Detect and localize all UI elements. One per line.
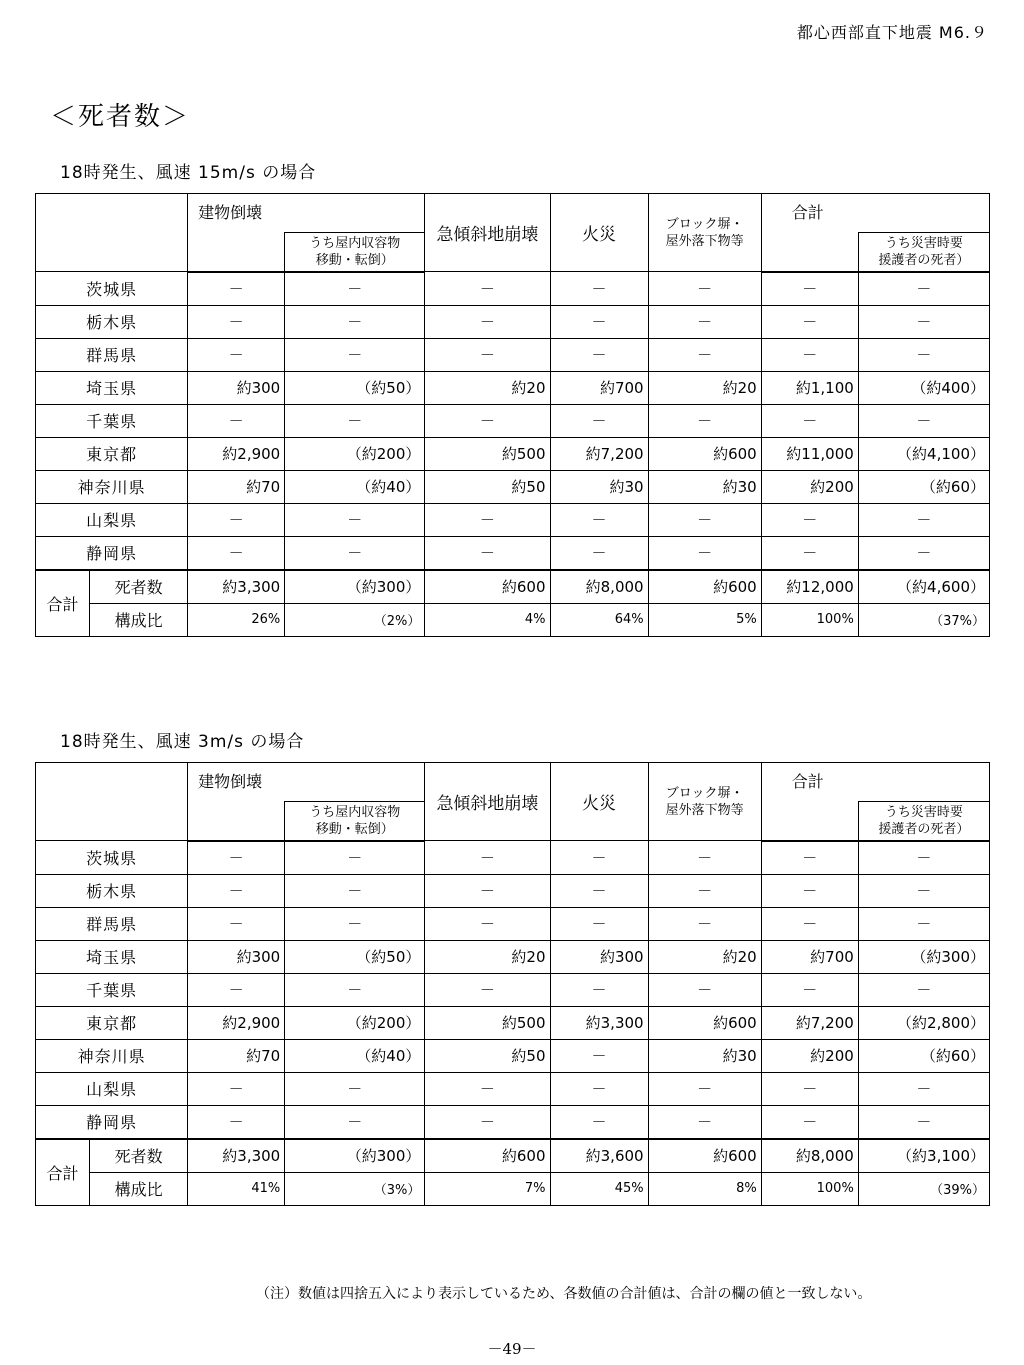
- header-row: [36, 194, 990, 233]
- value-cell: －: [648, 404, 761, 437]
- sum-label: 合計: [36, 1139, 90, 1206]
- value-cell: －: [648, 907, 761, 940]
- value-cell: －: [761, 536, 858, 570]
- ratio-cell: （3%）: [285, 1172, 425, 1205]
- scenario-title: 都心西部直下地震 M6.９: [796, 23, 988, 42]
- col-building-sub: [285, 232, 425, 272]
- table-row: [36, 1072, 990, 1105]
- value-cell: －: [285, 1105, 425, 1139]
- value-cell: －: [188, 536, 285, 570]
- sum-deaths-row: [36, 570, 990, 604]
- prefecture-name: 埼玉県: [36, 371, 188, 404]
- value-cell: －: [858, 907, 989, 940]
- value-cell: －: [761, 272, 858, 306]
- deaths-cell: 約8,000: [550, 570, 648, 604]
- deaths-cell: 約600: [648, 1139, 761, 1173]
- value-cell: －: [648, 305, 761, 338]
- value-cell: －: [188, 404, 285, 437]
- table-row: [36, 940, 990, 973]
- col-fire: 火災: [550, 194, 648, 272]
- prefecture-name: 静岡県: [36, 536, 188, 570]
- prefecture-name: 神奈川県: [36, 1039, 188, 1072]
- value-cell: －: [761, 841, 858, 875]
- ratio-cell: 8%: [648, 1172, 761, 1205]
- value-cell: －: [761, 973, 858, 1006]
- value-cell: 約70: [188, 470, 285, 503]
- value-cell: －: [761, 907, 858, 940]
- value-cell: 約20: [648, 371, 761, 404]
- deaths-table-15ms: [35, 193, 990, 637]
- value-cell: －: [550, 973, 648, 1006]
- sum-ratio-row: [36, 603, 990, 636]
- ratio-cell: 100%: [761, 603, 858, 636]
- value-cell: －: [858, 338, 989, 371]
- value-cell: －: [550, 1039, 648, 1072]
- value-cell: －: [550, 907, 648, 940]
- deaths-label: 死者数: [90, 1139, 188, 1173]
- value-cell: －: [425, 874, 550, 907]
- value-cell: 約30: [648, 470, 761, 503]
- table-row: [36, 371, 990, 404]
- value-cell: －: [761, 338, 858, 371]
- prefecture-name: 茨城県: [36, 272, 188, 306]
- value-cell: －: [550, 338, 648, 371]
- table-row: [36, 1105, 990, 1139]
- deaths-cell: （約3,100）: [858, 1139, 989, 1173]
- table-row: [36, 470, 990, 503]
- value-cell: 約11,000: [761, 437, 858, 470]
- value-cell: －: [188, 503, 285, 536]
- value-cell: （約300）: [858, 940, 989, 973]
- table-row: [36, 272, 990, 306]
- ratio-cell: （2%）: [285, 603, 425, 636]
- header-corner: [36, 194, 188, 272]
- col-building-sub-line1: うち屋内収容物: [309, 804, 401, 820]
- value-cell: －: [550, 1072, 648, 1105]
- value-cell: －: [188, 973, 285, 1006]
- value-cell: 約50: [425, 470, 550, 503]
- value-cell: 約600: [648, 437, 761, 470]
- ratio-cell: （37%）: [858, 603, 989, 636]
- value-cell: －: [858, 536, 989, 570]
- col-building-sub-line2: 移動・転倒）: [315, 252, 394, 268]
- value-cell: －: [188, 1105, 285, 1139]
- deaths-cell: （約4,600）: [858, 570, 989, 604]
- table2-caption: 18時発生、風速 3m/s の場合: [60, 732, 305, 752]
- value-cell: （約40）: [285, 470, 425, 503]
- value-cell: －: [858, 272, 989, 306]
- ratio-cell: 100%: [761, 1172, 858, 1205]
- prefecture-name: 千葉県: [36, 973, 188, 1006]
- prefecture-name: 千葉県: [36, 404, 188, 437]
- value-cell: 約30: [550, 470, 648, 503]
- prefecture-name: 東京都: [36, 1006, 188, 1039]
- value-cell: －: [188, 907, 285, 940]
- value-cell: －: [285, 874, 425, 907]
- value-cell: －: [550, 536, 648, 570]
- deaths-cell: 約3,300: [188, 570, 285, 604]
- deaths-cell: 約600: [425, 570, 550, 604]
- sum-deaths-row: [36, 1139, 990, 1173]
- value-cell: －: [425, 404, 550, 437]
- value-cell: －: [425, 841, 550, 875]
- prefecture-name: 栃木県: [36, 874, 188, 907]
- table-row: [36, 338, 990, 371]
- section-title: ＜死者数＞: [50, 102, 191, 132]
- col-building-blank: [188, 801, 285, 841]
- value-cell: －: [285, 305, 425, 338]
- ratio-label: 構成比: [90, 1172, 188, 1205]
- value-cell: －: [858, 503, 989, 536]
- value-cell: －: [285, 841, 425, 875]
- value-cell: 約7,200: [761, 1006, 858, 1039]
- col-total: 合計: [761, 194, 858, 233]
- col-building-span: [285, 763, 425, 802]
- value-cell: 約600: [648, 1006, 761, 1039]
- prefecture-name: 山梨県: [36, 503, 188, 536]
- table-row: [36, 973, 990, 1006]
- table-row: [36, 305, 990, 338]
- header-corner: [36, 763, 188, 841]
- col-total-blank: [761, 801, 858, 841]
- value-cell: －: [550, 404, 648, 437]
- value-cell: －: [425, 338, 550, 371]
- deaths-table-3ms: [35, 762, 990, 1206]
- value-cell: （約60）: [858, 470, 989, 503]
- value-cell: 約700: [761, 940, 858, 973]
- value-cell: －: [550, 503, 648, 536]
- value-cell: －: [285, 272, 425, 306]
- col-building-sub-line2: 移動・転倒）: [315, 821, 394, 837]
- value-cell: －: [425, 1072, 550, 1105]
- col-block-line2: 屋外落下物等: [665, 233, 744, 249]
- value-cell: 約20: [425, 371, 550, 404]
- value-cell: －: [425, 1105, 550, 1139]
- sum-ratio-row: [36, 1172, 990, 1205]
- table-row: [36, 907, 990, 940]
- value-cell: －: [550, 272, 648, 306]
- ratio-cell: 5%: [648, 603, 761, 636]
- value-cell: －: [550, 305, 648, 338]
- value-cell: －: [188, 841, 285, 875]
- col-block: [648, 194, 761, 272]
- value-cell: （約50）: [285, 940, 425, 973]
- table-row: [36, 404, 990, 437]
- value-cell: －: [761, 305, 858, 338]
- value-cell: －: [285, 1072, 425, 1105]
- value-cell: －: [425, 536, 550, 570]
- col-total-sub: [858, 801, 989, 841]
- deaths-cell: 約3,300: [188, 1139, 285, 1173]
- value-cell: －: [858, 841, 989, 875]
- col-slope: 急傾斜地崩壊: [425, 763, 550, 841]
- value-cell: －: [285, 338, 425, 371]
- ratio-label: 構成比: [90, 603, 188, 636]
- value-cell: －: [188, 305, 285, 338]
- value-cell: －: [550, 1105, 648, 1139]
- value-cell: 約300: [550, 940, 648, 973]
- ratio-cell: 41%: [188, 1172, 285, 1205]
- value-cell: 約500: [425, 437, 550, 470]
- table-row: [36, 503, 990, 536]
- value-cell: －: [761, 404, 858, 437]
- value-cell: （約2,800）: [858, 1006, 989, 1039]
- col-total: 合計: [761, 763, 858, 802]
- value-cell: 約300: [188, 371, 285, 404]
- col-block-line1: ブロック塀・: [665, 216, 744, 232]
- col-block-line1: ブロック塀・: [665, 785, 744, 801]
- value-cell: －: [188, 874, 285, 907]
- value-cell: 約1,100: [761, 371, 858, 404]
- value-cell: 約20: [648, 940, 761, 973]
- value-cell: －: [648, 503, 761, 536]
- value-cell: －: [648, 1105, 761, 1139]
- table-row: [36, 437, 990, 470]
- ratio-cell: 45%: [550, 1172, 648, 1205]
- value-cell: －: [550, 874, 648, 907]
- value-cell: （約40）: [285, 1039, 425, 1072]
- value-cell: －: [858, 1105, 989, 1139]
- value-cell: －: [761, 503, 858, 536]
- value-cell: （約200）: [285, 1006, 425, 1039]
- value-cell: －: [648, 338, 761, 371]
- table-row: [36, 1006, 990, 1039]
- deaths-cell: 約3,600: [550, 1139, 648, 1173]
- value-cell: －: [761, 1072, 858, 1105]
- col-building-span: [285, 194, 425, 233]
- value-cell: －: [550, 841, 648, 875]
- value-cell: －: [648, 1072, 761, 1105]
- value-cell: （約60）: [858, 1039, 989, 1072]
- deaths-cell: 約600: [648, 570, 761, 604]
- prefecture-name: 神奈川県: [36, 470, 188, 503]
- prefecture-name: 東京都: [36, 437, 188, 470]
- value-cell: （約400）: [858, 371, 989, 404]
- col-building: 建物倒壊: [188, 763, 285, 802]
- value-cell: 約200: [761, 1039, 858, 1072]
- value-cell: －: [761, 1105, 858, 1139]
- value-cell: 約2,900: [188, 1006, 285, 1039]
- value-cell: －: [425, 503, 550, 536]
- value-cell: －: [285, 503, 425, 536]
- col-building-sub-line1: うち屋内収容物: [309, 235, 401, 251]
- prefecture-name: 静岡県: [36, 1105, 188, 1139]
- deaths-cell: 約8,000: [761, 1139, 858, 1173]
- table-row: [36, 874, 990, 907]
- value-cell: －: [858, 973, 989, 1006]
- sum-label: 合計: [36, 570, 90, 637]
- value-cell: －: [648, 973, 761, 1006]
- col-building-sub: [285, 801, 425, 841]
- value-cell: －: [285, 907, 425, 940]
- table-row: [36, 536, 990, 570]
- value-cell: －: [188, 272, 285, 306]
- value-cell: 約300: [188, 940, 285, 973]
- value-cell: 約3,300: [550, 1006, 648, 1039]
- ratio-cell: 7%: [425, 1172, 550, 1205]
- value-cell: 約7,200: [550, 437, 648, 470]
- value-cell: －: [425, 272, 550, 306]
- footnote: （注）数値は四捨五入により表示しているため、各数値の合計値は、合計の欄の値と一致しない。: [256, 1286, 872, 1302]
- col-fire: 火災: [550, 763, 648, 841]
- deaths-cell: 約12,000: [761, 570, 858, 604]
- col-total-sub-line1: うち災害時要: [884, 804, 963, 820]
- col-total-sub: [858, 232, 989, 272]
- prefecture-name: 栃木県: [36, 305, 188, 338]
- value-cell: －: [285, 536, 425, 570]
- value-cell: （約4,100）: [858, 437, 989, 470]
- value-cell: 約20: [425, 940, 550, 973]
- value-cell: －: [425, 907, 550, 940]
- value-cell: 約200: [761, 470, 858, 503]
- col-total-span: [858, 194, 989, 233]
- value-cell: 約70: [188, 1039, 285, 1072]
- deaths-label: 死者数: [90, 570, 188, 604]
- value-cell: 約700: [550, 371, 648, 404]
- prefecture-name: 群馬県: [36, 907, 188, 940]
- value-cell: （約200）: [285, 437, 425, 470]
- col-slope: 急傾斜地崩壊: [425, 194, 550, 272]
- ratio-cell: （39%）: [858, 1172, 989, 1205]
- prefecture-name: 埼玉県: [36, 940, 188, 973]
- col-total-sub-line1: うち災害時要: [884, 235, 963, 251]
- value-cell: －: [858, 1072, 989, 1105]
- ratio-cell: 4%: [425, 603, 550, 636]
- col-total-span: [858, 763, 989, 802]
- header-row: [36, 763, 990, 802]
- value-cell: －: [761, 874, 858, 907]
- value-cell: 約2,900: [188, 437, 285, 470]
- deaths-cell: （約300）: [285, 1139, 425, 1173]
- value-cell: －: [188, 338, 285, 371]
- value-cell: －: [858, 305, 989, 338]
- col-building: 建物倒壊: [188, 194, 285, 233]
- value-cell: －: [188, 1072, 285, 1105]
- col-block: [648, 763, 761, 841]
- value-cell: －: [858, 404, 989, 437]
- prefecture-name: 群馬県: [36, 338, 188, 371]
- value-cell: －: [425, 973, 550, 1006]
- value-cell: 約500: [425, 1006, 550, 1039]
- page-number: －49－: [487, 1340, 537, 1358]
- col-building-blank: [188, 232, 285, 272]
- value-cell: －: [648, 272, 761, 306]
- value-cell: －: [425, 305, 550, 338]
- value-cell: 約30: [648, 1039, 761, 1072]
- prefecture-name: 山梨県: [36, 1072, 188, 1105]
- value-cell: （約50）: [285, 371, 425, 404]
- deaths-cell: 約600: [425, 1139, 550, 1173]
- value-cell: －: [285, 404, 425, 437]
- value-cell: －: [648, 874, 761, 907]
- prefecture-name: 茨城県: [36, 841, 188, 875]
- col-total-blank: [761, 232, 858, 272]
- ratio-cell: 26%: [188, 603, 285, 636]
- col-total-sub-line2: 援護者の死者）: [878, 821, 970, 837]
- value-cell: －: [648, 536, 761, 570]
- deaths-cell: （約300）: [285, 570, 425, 604]
- col-total-sub-line2: 援護者の死者）: [878, 252, 970, 268]
- value-cell: －: [648, 841, 761, 875]
- value-cell: －: [858, 874, 989, 907]
- value-cell: 約50: [425, 1039, 550, 1072]
- ratio-cell: 64%: [550, 603, 648, 636]
- table-row: [36, 1039, 990, 1072]
- col-block-line2: 屋外落下物等: [665, 802, 744, 818]
- table-row: [36, 841, 990, 875]
- table1-caption: 18時発生、風速 15m/s の場合: [60, 163, 317, 183]
- value-cell: －: [285, 973, 425, 1006]
